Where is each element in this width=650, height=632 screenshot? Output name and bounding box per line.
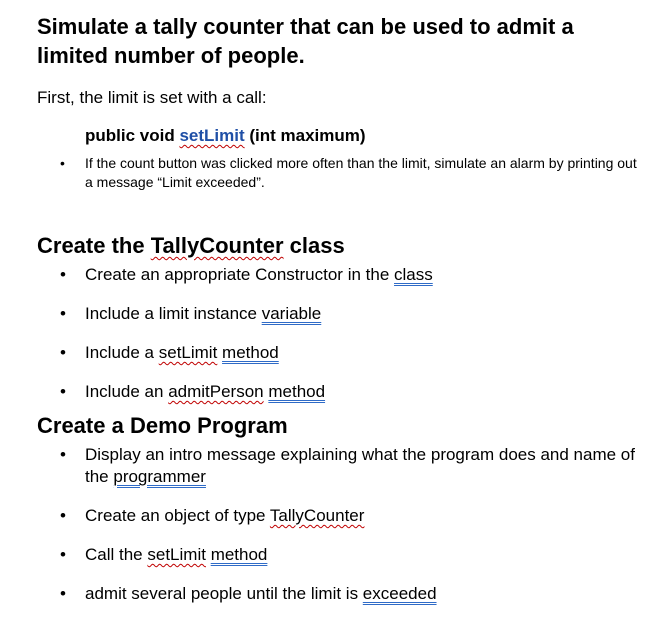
item-text: Create an appropriate Constructor in the [85, 265, 395, 284]
tallycounter-requirements-list [37, 264, 637, 403]
list-item [37, 342, 638, 364]
bullet-icon: • [60, 382, 66, 401]
bullet-icon: • [60, 265, 66, 284]
item-underlined-word: method [268, 382, 326, 401]
heading-class-name: TallyCounter [150, 233, 284, 258]
list-item [37, 303, 638, 325]
item-text: admit several people until the limit is [85, 584, 363, 603]
bullet-icon: • [60, 304, 66, 323]
item-text: Create an object of type [85, 506, 270, 525]
signature-suffix: (int maximum) [244, 126, 366, 145]
document-page [37, 12, 637, 605]
method-signature [85, 125, 637, 147]
item-spell-word: admitPerson [168, 382, 264, 401]
bullet-icon: • [60, 155, 65, 171]
note-text: If the count button was clicked more often than the limit, simulate an alarm by printing out a message “Limit exceeded”. [85, 155, 637, 190]
bullet-icon: • [60, 506, 66, 525]
item-text: Include an [85, 382, 169, 401]
heading-suffix: class [283, 233, 345, 258]
bullet-icon: • [60, 584, 66, 603]
setlimit-link[interactable]: setLimit [179, 126, 245, 145]
bullet-icon: • [60, 445, 66, 464]
item-text: Include a [85, 343, 159, 362]
item-underlined-word: class [394, 265, 433, 284]
item-underlined-word: method [222, 343, 279, 362]
bullet-icon: • [60, 343, 66, 362]
list-item [37, 264, 638, 286]
item-underlined-word: variable [261, 304, 322, 323]
item-spell-word: setLimit [147, 545, 206, 564]
bullet-icon: • [60, 545, 66, 564]
note-list [37, 154, 637, 192]
item-spell-word: setLimit [158, 343, 218, 362]
item-text: Display an intro message explaining what the program does and name of the [85, 445, 635, 486]
item-text: Call the [85, 545, 148, 564]
item-text: Include a limit instance [85, 304, 262, 323]
item-underlined-word: method [210, 545, 268, 564]
list-item [37, 154, 638, 192]
heading-prefix: Create the [37, 233, 151, 258]
section-heading-demo-program: Create a Demo Program [37, 413, 288, 438]
section-heading-tallycounter [37, 232, 637, 260]
list-item [37, 381, 638, 403]
item-spell-word: TallyCounter [269, 506, 365, 525]
list-item [37, 583, 638, 605]
page-title: Simulate a tally counter that can be used to admit a limited number of people. [37, 14, 574, 68]
item-underlined-word: exceeded [362, 584, 437, 603]
list-item [37, 444, 638, 488]
item-underlined-word: programmer [113, 467, 206, 486]
demo-program-requirements-list [37, 444, 637, 605]
list-item [37, 505, 638, 527]
signature-prefix: public void [85, 126, 180, 145]
list-item [37, 544, 638, 566]
intro-text: First, the limit is set with a call: [37, 88, 267, 107]
